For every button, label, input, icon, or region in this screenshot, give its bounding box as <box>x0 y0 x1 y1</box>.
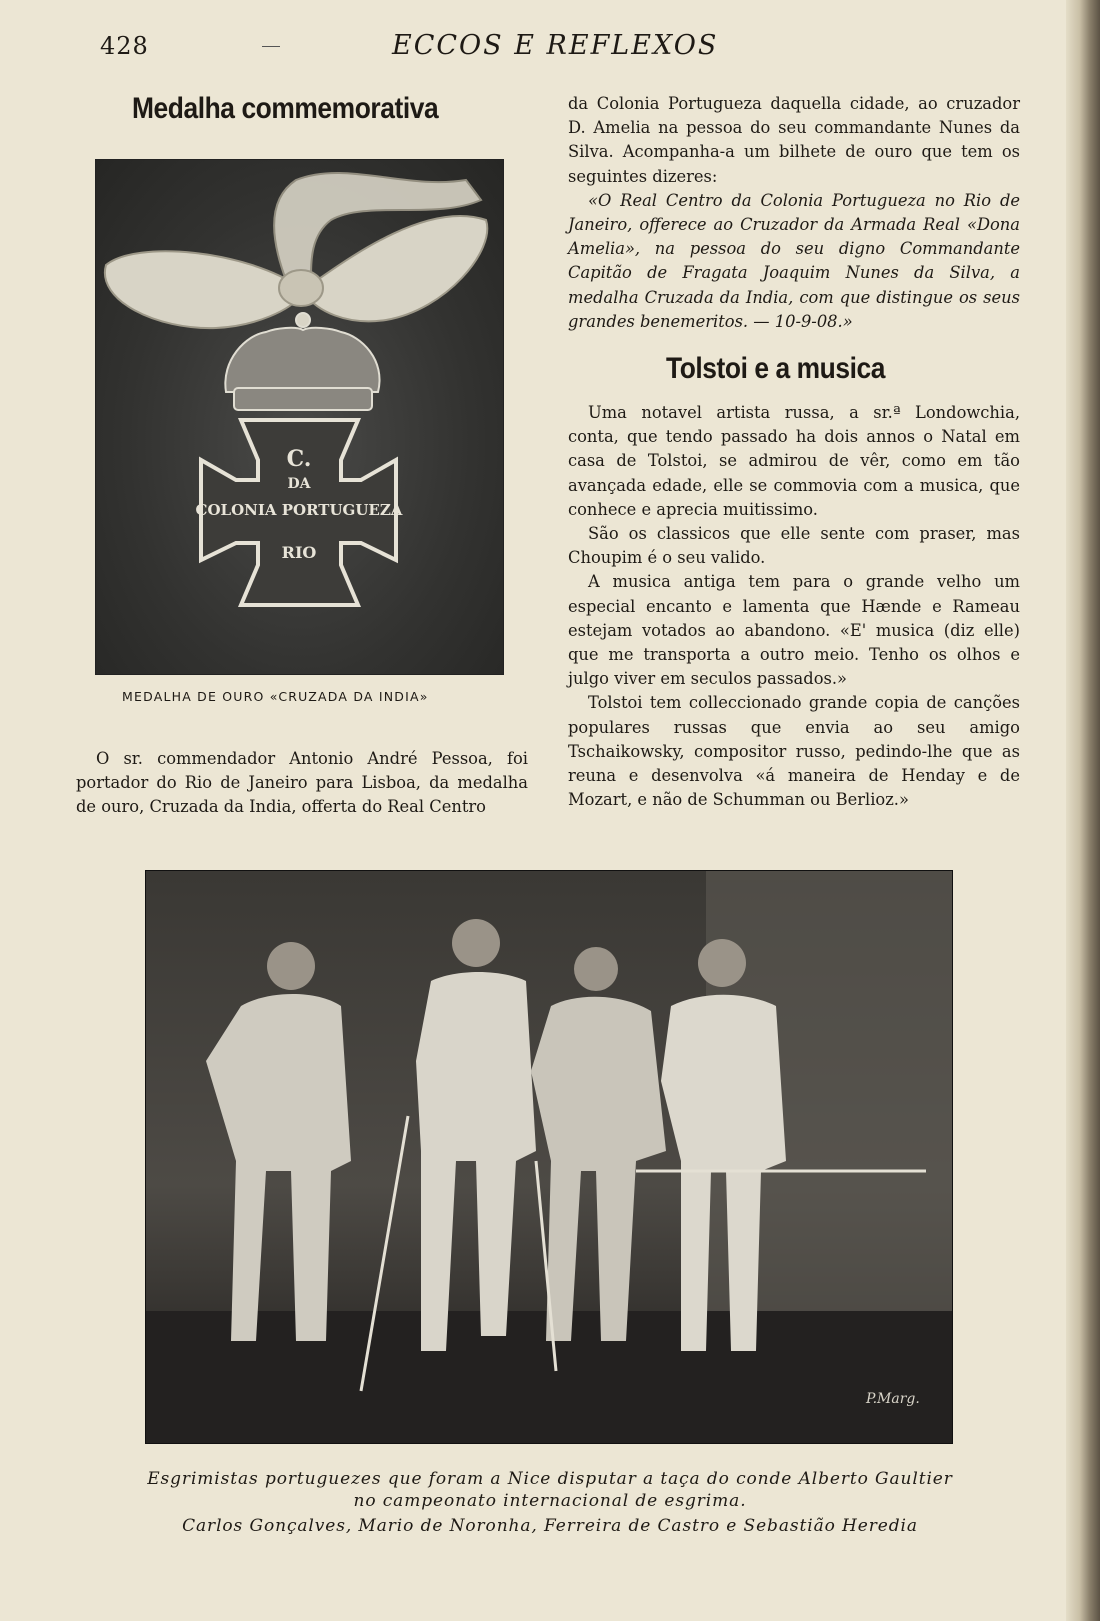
page-number: 428 <box>100 32 149 60</box>
tolstoi-paragraph-4: Tolstoi tem colleccionado grande copia de canções populares russas que envia ao seu amigo Tschaikowsky, compositor russo, pedindo-lhe que as reuna e desenvolva «á maneira de Henday e de Mozart, e não de Schumman ou Berlioz.» <box>568 693 1020 810</box>
page-edge <box>1066 0 1100 1621</box>
photographer-signature: P.Marg. <box>866 1391 920 1407</box>
medal-body-right <box>568 92 1020 334</box>
photo-caption-line-2: no campeonato internacional de esgrima. <box>353 1491 747 1511</box>
medal-caption: MEDALHA DE OURO «CRUZADA DA INDIA» <box>122 689 429 704</box>
tolstoi-heading: Tolstoi e a musica <box>666 352 885 385</box>
crown <box>225 313 379 410</box>
medal-text-colonia: COLONIA PORTUGUEZA <box>195 501 403 519</box>
medal-heading: Medalha commemorativa <box>132 92 439 125</box>
medal-text-da: DA <box>287 476 311 492</box>
photo-caption-line-1: Esgrimistas portuguezes que foram a Nice disputar a taça do conde Alberto Gaultier <box>147 1469 953 1489</box>
tolstoi-body <box>568 401 1020 812</box>
medal-paragraph-right: da Colonia Portugueza daquella cidade, ao cruzador D. Amelia na pessoa do seu commandante Nunes da Silva. Acompanha-a um bilhete de ouro que tem os seguintes dizeres: <box>568 94 1020 186</box>
medal-photo <box>95 159 504 675</box>
medal-paragraph-left: O sr. commendador Antonio André Pessoa, foi portador do Rio de Janeiro para Lisboa, da medalha de ouro, Cruzada da India, offerta do Real Centro <box>76 749 528 817</box>
fencers-photo <box>145 870 953 1444</box>
running-title: ECCOS E REFLEXOS <box>392 30 719 61</box>
medal-text-rio: RIO <box>281 543 317 562</box>
tolstoi-paragraph-2: São os classicos que elle sente com praser, mas Choupim é o seu valido. <box>568 524 1020 568</box>
medal-quote: «O Real Centro da Colonia Portugueza no Rio de Janeiro, offerece ao Cruzador da Armada Real «Dona Amelia», na pessoa do seu digno Commandante Capitão de Fragata Joaquim Nunes da Silva, a medalha Cruzada da India, com que distingue os seus grandes benemeritos. — 10-9-08.» <box>568 190 1020 331</box>
photo-caption-line-3: Carlos Gonçalves, Mario de Noronha, Ferreira de Castro e Sebastião Heredia <box>182 1516 918 1536</box>
medal-text-c: C. <box>286 446 312 472</box>
tolstoi-paragraph-3: A musica antiga tem para o grande velho um especial encanto e lamenta que Hænde e Rameau estejam votados ao abandono. «E' musica (diz elle) que me transporta a outro meio. Tenho os olhos e julgo viver em seculos passados.» <box>568 572 1020 689</box>
medal-body-left <box>76 747 528 820</box>
tolstoi-paragraph-1: Uma notavel artista russa, a sr.ª Londowchia, conta, que tendo passado ha dois annos o Natal em casa de Tolstoi, se admirou de vêr, como em tão avançada edade, elle se commovia com a musica, que conhece e aprecia muitissimo. <box>568 403 1020 519</box>
ribbon-bow <box>105 173 487 328</box>
header-divider <box>262 46 280 47</box>
